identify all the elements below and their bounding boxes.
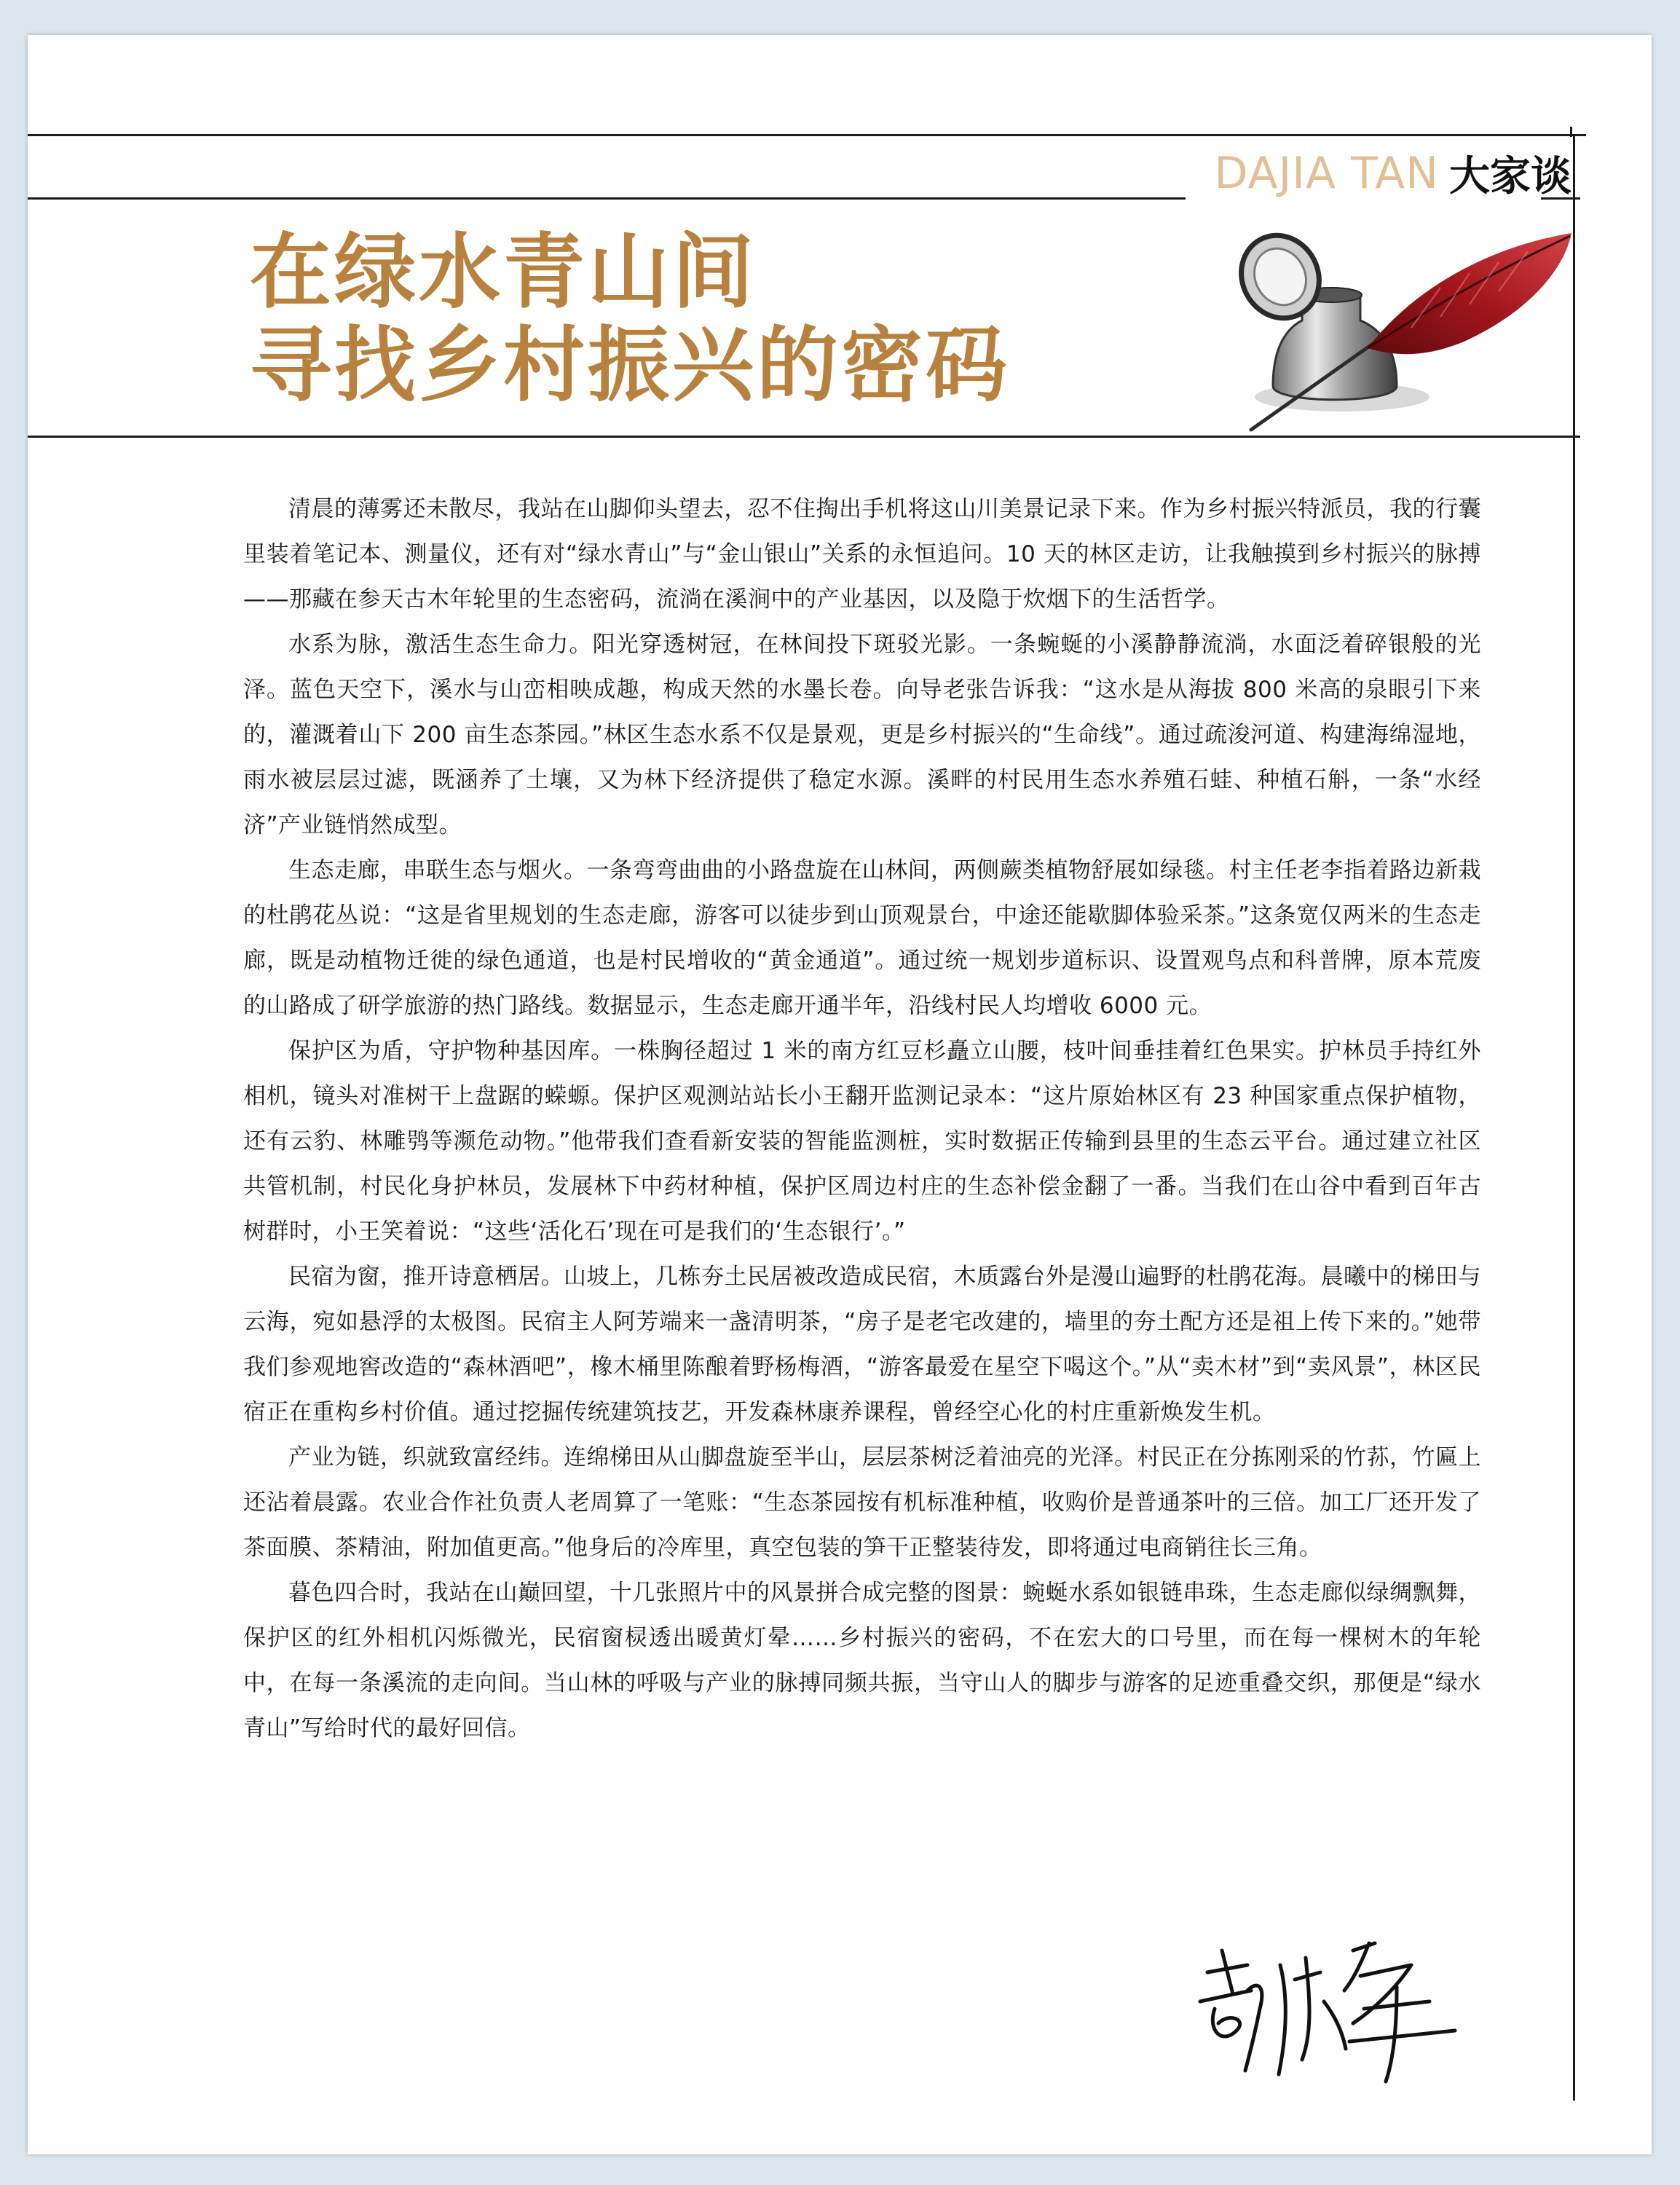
article-paragraph: 生态走廊，串联生态与烟火。一条弯弯曲曲的小路盘旋在山林间，两侧蕨类植物舒展如绿毯。村主任老李指着路边新栽的杜鹃花丛说：“这是省里规划的生态走廊，游客可以徒步到山顶观景台，中途还能歇脚体验采茶。”这条宽仅两米的生态走廊，既是动植物迁徙的绿色通道，也是村民增收的“黄金通道”。通过统一规划步道标识、设置观鸟点和科普牌，原本荒废的山路成了研学旅游的热门路线。数据显示，生态走廊开通半年，沿线村民人均增收 6000 元。 [243,857,1481,1019]
article-paragraph: 暮色四合时，我站在山巅回望，十几张照片中的风景拼合成完整的图景：蜿蜒水系如银链串珠，生态走廊似绿绸飘舞，保护区的红外相机闪烁微光，民宿窗棂透出暖黄灯晕……乡村振兴的密码，不在宏大的口号里，而在每一棵树木的年轮中，在每一条溪流的走向间。当山林的呼吸与产业的脉搏同频共振，当守山人的脚步与游客的足迹重叠交织，那便是“绿水青山”写给时代的最好回信。 [243,1580,1481,1741]
header-top-rule [28,134,1586,136]
article-title [250,226,1196,412]
article-paragraph: 保护区为盾，守护物种基因库。一株胸径超过 1 米的南方红豆杉矗立山腰，枝叶间垂挂着红色果实。护林员手持红外相机，镜头对准树干上盘踞的蝾螈。保护区观测站站长小王翻开监测记录本：“这片原始林区有 23 种国家重点保护植物，还有云豹、林雕鸮等濒危动物。”他带我们查看新安装的智能监测桩，实时数据正传输到县里的生态云平台。通过建立社区共管机制，村民化身护林员，发展林下中药材种植，保护区周边村庄的生态补偿金翻了一番。当我们在山谷中看到百年古树群时，小王笑着说：“这些‘活化石’现在可是我们的‘生态银行’。” [243,1038,1481,1245]
section-label-zh: 大家谈 [1449,153,1571,200]
article-paragraph: 清晨的薄雾还未散尽，我站在山脚仰头望去，忍不住掏出手机将这山川美景记录下来。作为乡村振兴特派员，我的行囊里装着笔记本、测量仪，还有对“绿水青山”与“金山银山”关系的永恒追问。10 天的林区走访，让我触摸到乡村振兴的脉搏——那藏在参天古木年轮里的生态密码，流淌在溪涧中的产业基因，以及隐于炊烟下的生活哲学。 [243,496,1481,613]
quill-inkwell-illustration [1222,219,1579,437]
section-label-en: DAJIA TAN [1214,148,1439,199]
section-label [1164,144,1571,202]
feather-vane [1368,233,1571,354]
title-line-2: 寻找乡村振兴的密码 [250,318,1010,413]
article-paragraph: 民宿为窗，推开诗意栖居。山坡上，几栋夯土民居被改造成民宿，木质露台外是漫山遍野的杜鹃花海。晨曦中的梯田与云海，宛如悬浮的太极图。民宿主人阿芳端来一盏清明茶，“房子是老宅改建的，墙里的夯土配方还是祖上传下来的。”她带我们参观地窖改造的“森林酒吧”，橡木桶里陈酿着野杨梅酒，“游客最爱在星空下喝这个。”从“卖木材”到“卖风景”，林区民宿正在重构乡村价值。通过挖掘传统建筑技艺，开发森林康养课程，曾经空心化的村庄重新焕发生机。 [243,1264,1481,1425]
article-paragraph: 产业为链，织就致富经纬。连绵梯田从山脚盘旋至半山，层层茶树泛着油亮的光泽。村民正在分拣刚采的竹荪，竹匾上还沾着晨露。农业合作社负责人老周算了一笔账：“生态茶园按有机标准种植，收购价是普通茶叶的三倍。加工厂还开发了茶面膜、茶精油，附加值更高。”他身后的冷库里，真空包装的笋干正整装待发，即将通过电商销往长三角。 [243,1444,1481,1561]
article-paragraph: 水系为脉，激活生态生命力。阳光穿透树冠，在林间投下斑驳光影。一条蜿蜒的小溪静静流淌，水面泛着碎银般的光泽。蓝色天空下，溪水与山峦相映成趣，构成天然的水墨长卷。向导老张告诉我：“这水是从海拔 800 米高的泉眼引下来的，灌溉着山下 200 亩生态茶园。”林区生态水系不仅是景观，更是乡村振兴的“生命线”。通过疏浚河道、构建海绵湿地，雨水被层层过滤，既涵养了土壤，又为林下经济提供了稳定水源。溪畔的村民用生态水养殖石蛙、种植石斛，一条“水经济”产业链悄然成型。 [243,631,1481,838]
magazine-page [28,35,1652,2154]
header-bottom-rule [28,197,1186,200]
article-body [243,487,1481,1751]
title-line-1: 在绿水青山间 [250,224,757,320]
author-signature [1178,1921,1484,2089]
